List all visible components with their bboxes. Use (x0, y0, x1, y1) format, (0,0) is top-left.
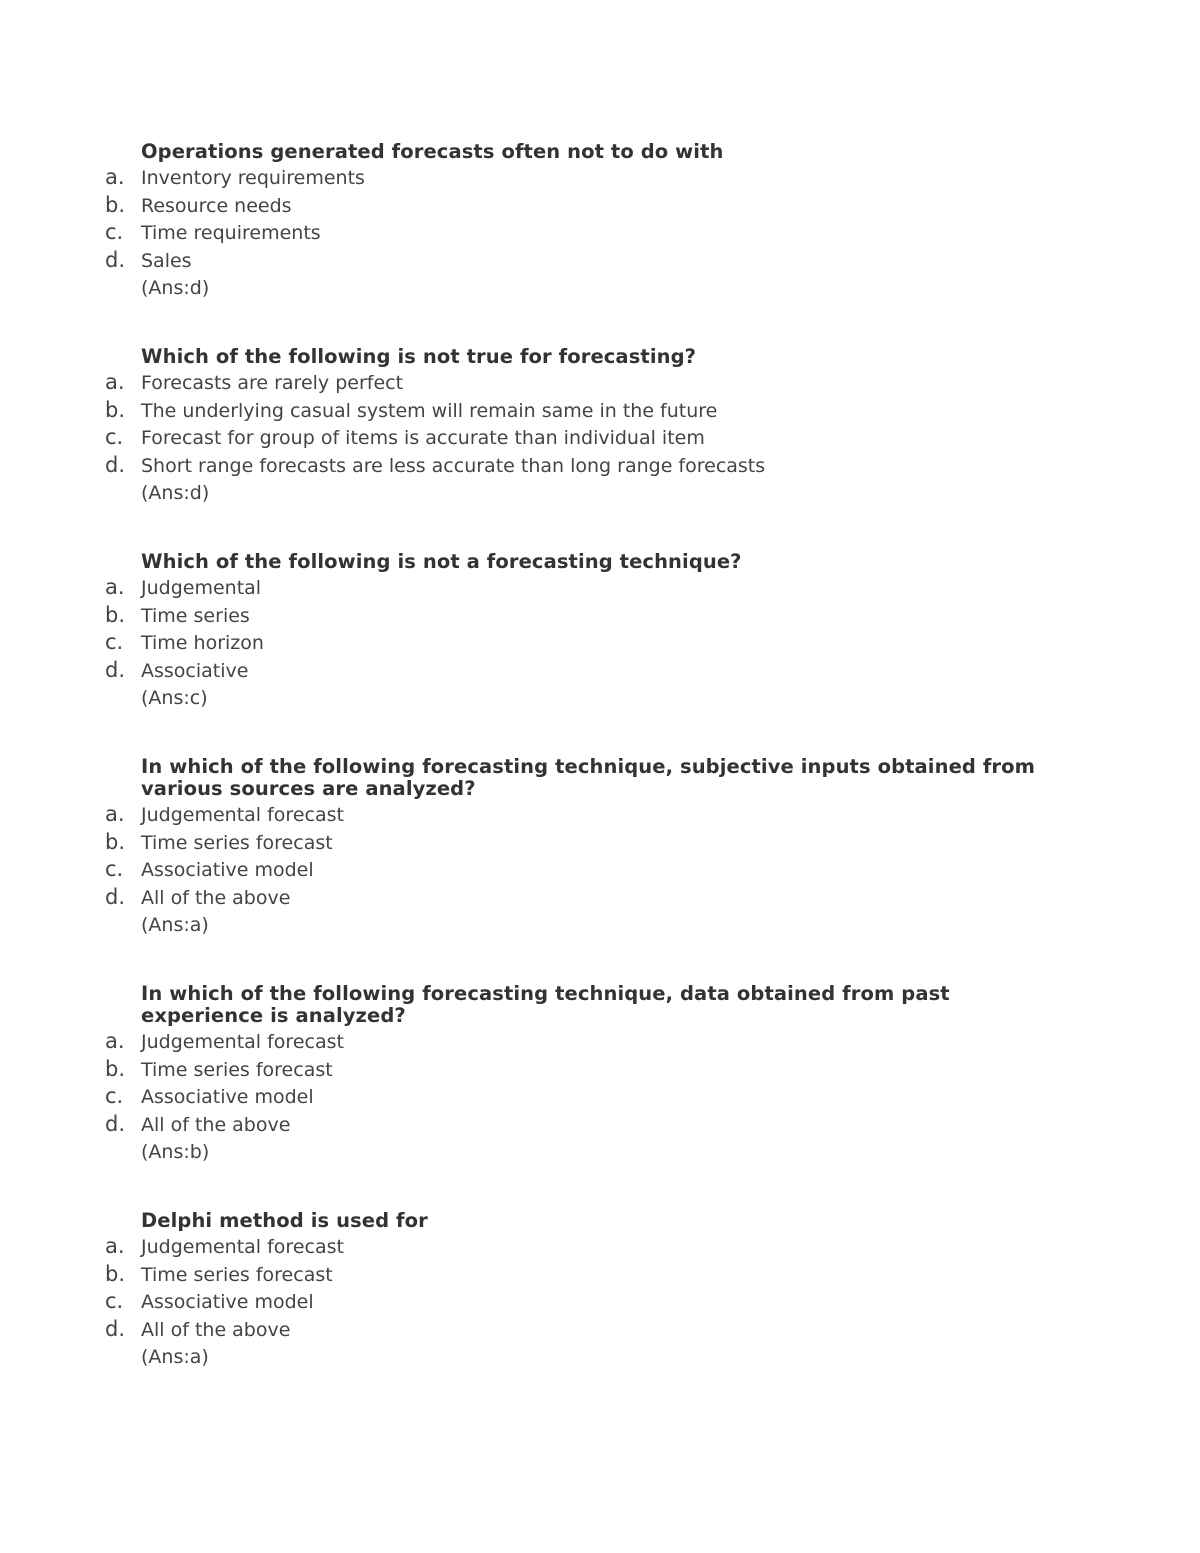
option-letter: a. (105, 1029, 125, 1053)
option-c (105, 1289, 1065, 1317)
answer: (Ans:a) (141, 1346, 209, 1368)
option-c (105, 857, 1065, 885)
question-text: In which of the following forecasting technique, subjective inputs obtained from various sources are analyzed? (141, 755, 1036, 800)
option-b (105, 1262, 1065, 1290)
option-text: Inventory requirements (141, 167, 365, 189)
option-letter: b. (105, 602, 126, 627)
option-b (105, 398, 1065, 426)
question-2 (105, 346, 1065, 506)
option-letter: a. (105, 370, 125, 394)
option-b (105, 1057, 1065, 1085)
option-letter: a. (105, 802, 125, 826)
option-text: Forecast for group of items is accurate than individual item (141, 427, 705, 449)
option-text: Time series (141, 604, 250, 627)
option-letter: c. (105, 220, 124, 244)
option-text: All of the above (141, 1113, 291, 1136)
option-text: All of the above (141, 1318, 291, 1341)
option-letter: a. (105, 575, 125, 599)
option-letter: a. (105, 1234, 125, 1258)
option-text: Judgemental forecast (141, 1236, 344, 1258)
option-letter: b. (105, 397, 126, 422)
option-letter: d. (105, 452, 126, 477)
option-letter: b. (105, 1056, 126, 1081)
option-letter: d. (105, 1316, 126, 1341)
option-text: Judgemental forecast (141, 1031, 344, 1053)
option-d (105, 248, 1065, 276)
question-5 (105, 983, 1065, 1165)
option-letter: c. (105, 425, 124, 449)
option-text: Sales (141, 249, 192, 272)
option-text: Associative (141, 659, 249, 682)
option-a (105, 802, 1065, 830)
option-c (105, 425, 1065, 453)
option-text: Associative model (141, 1291, 314, 1313)
option-text: Short range forecasts are less accurate than long range forecasts (141, 454, 766, 477)
option-text: Judgemental (141, 577, 262, 599)
option-letter: c. (105, 857, 124, 881)
option-a (105, 370, 1065, 398)
option-letter: d. (105, 657, 126, 682)
option-c (105, 220, 1065, 248)
option-text: Time horizon (141, 632, 264, 654)
option-letter: a. (105, 165, 125, 189)
option-text: Time requirements (141, 222, 321, 244)
option-text: The underlying casual system will remain same in the future (141, 399, 718, 422)
question-1 (105, 141, 1065, 301)
option-b (105, 603, 1065, 631)
option-letter: d. (105, 1111, 126, 1136)
option-text: All of the above (141, 886, 291, 909)
question-text: Delphi method is used for (141, 1209, 428, 1232)
option-letter: b. (105, 192, 126, 217)
option-d (105, 1317, 1065, 1345)
option-a (105, 1029, 1065, 1057)
answer: (Ans:d) (141, 277, 210, 299)
option-text: Time series forecast (141, 831, 333, 854)
option-b (105, 193, 1065, 221)
option-d (105, 453, 1065, 481)
option-c (105, 1084, 1065, 1112)
option-letter: c. (105, 1084, 124, 1108)
option-d (105, 658, 1065, 686)
option-text: Associative model (141, 1086, 314, 1108)
answer: (Ans:c) (141, 687, 208, 709)
option-letter: b. (105, 1261, 126, 1286)
option-d (105, 885, 1065, 913)
answer: (Ans:b) (141, 1141, 210, 1163)
question-text: Which of the following is not a forecasting technique? (141, 550, 742, 573)
option-letter: d. (105, 247, 126, 272)
option-a (105, 165, 1065, 193)
option-text: Resource needs (141, 194, 292, 217)
option-letter: c. (105, 1289, 124, 1313)
question-6 (105, 1210, 1065, 1370)
answer: (Ans:d) (141, 482, 210, 504)
option-text: Associative model (141, 859, 314, 881)
option-text: Judgemental forecast (141, 804, 344, 826)
question-3 (105, 551, 1065, 711)
option-text: Time series forecast (141, 1058, 333, 1081)
option-letter: c. (105, 630, 124, 654)
option-letter: d. (105, 884, 126, 909)
option-c (105, 630, 1065, 658)
answer: (Ans:a) (141, 914, 209, 936)
question-text: In which of the following forecasting technique, data obtained from past experience is analyzed? (141, 982, 950, 1027)
option-a (105, 1234, 1065, 1262)
question-text: Operations generated forecasts often not to do with (141, 140, 724, 163)
question-4 (105, 756, 1065, 938)
option-text: Forecasts are rarely perfect (141, 372, 404, 394)
option-b (105, 830, 1065, 858)
question-text: Which of the following is not true for forecasting? (141, 345, 697, 368)
option-text: Time series forecast (141, 1263, 333, 1286)
option-d (105, 1112, 1065, 1140)
option-letter: b. (105, 829, 126, 854)
option-a (105, 575, 1065, 603)
